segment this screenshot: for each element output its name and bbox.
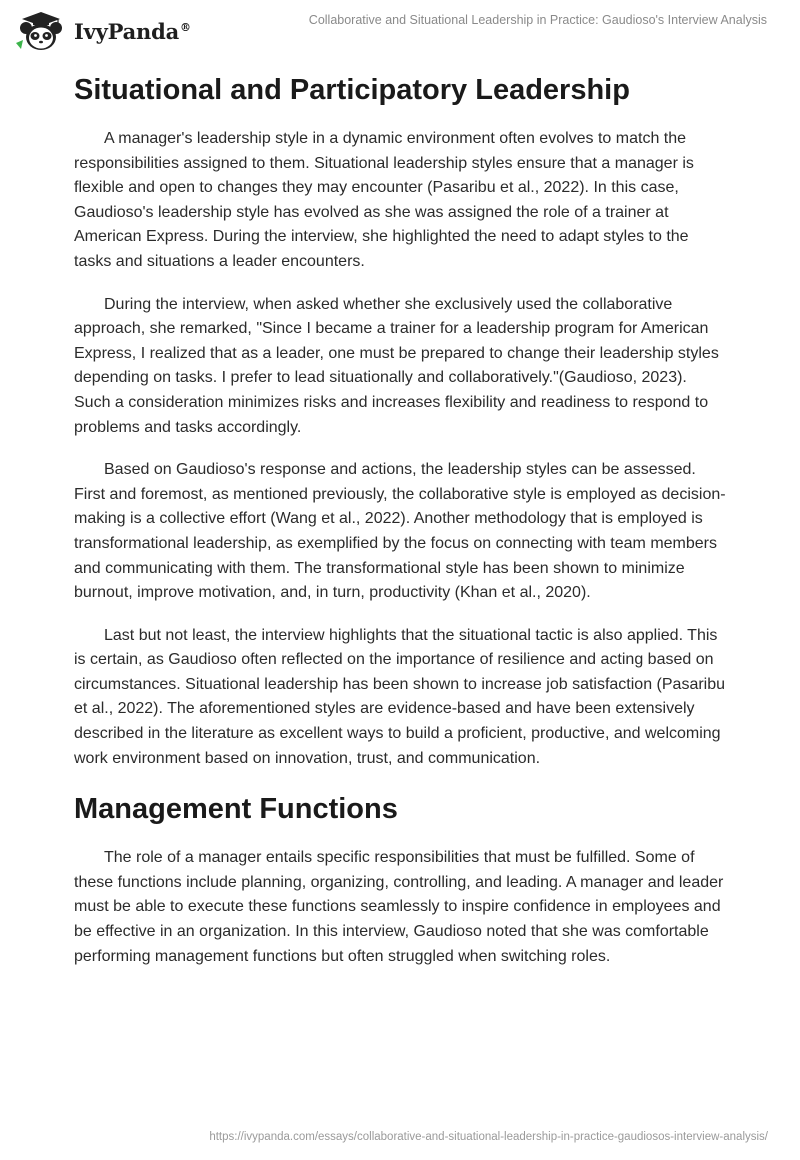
document-title: Collaborative and Situational Leadership in Practice: Gaudioso's Interview Analysis bbox=[308, 13, 767, 27]
section-heading: Management Functions bbox=[74, 793, 398, 826]
paragraph: Last but not least, the interview highlights that the situational tactic is also applied. This is certain, as Gaudioso often reflected on the importance of resilience and acting based on circumstances. Situational leadership has been shown to increase job satisfaction (Pasaribu et al., 2022). The aforementioned styles are evidence-based and have been extensively described in the literature as excellent ways to build a proficient, productive, and welcoming work environment based on innovation, trust, and communication. bbox=[74, 626, 726, 767]
article-body bbox=[74, 70, 726, 987]
page-header bbox=[0, 0, 800, 56]
panda-graduate-icon bbox=[14, 9, 70, 53]
section-heading: Situational and Participatory Leadership bbox=[74, 74, 630, 106]
source-url[interactable]: https://ivypanda.com/essays/collaborative-and-situational-leadership-in-practice-gaudiosos-interview-analysis/ bbox=[209, 1131, 768, 1143]
logo-wordmark: IvyPanda® bbox=[74, 18, 191, 44]
paragraph: During the interview, when asked whether she exclusively used the collaborative approach, she remarked, "Since I became a trainer for a leadership program for American Express, I realized that as a leader, one must be prepared to change their leadership styles depending on tasks. I prefer to lead situationally and collaboratively."(Gaudioso, 2023). Such a consideration minimizes risks and increases flexibility and readiness to respond to problems and tasks accordingly. bbox=[74, 295, 719, 436]
paragraph: Based on Gaudioso's response and actions, the leadership styles can be assessed. First and foremost, as mentioned previously, the collaborative style is employed as decision-making is a collective effort (Wang et al., 2022). Another methodology that is employed is transformational leadership, as exemplified by the focus on connecting with team members and communicating with them. The transformational style has been shown to minimize burnout, improve motivation, and, in turn, productivity (Khan et al., 2020). bbox=[74, 461, 726, 602]
paragraph: A manager's leadership style in a dynamic environment often evolves to match the responsibilities assigned to them. Situational leadership styles ensure that a manager is flexible and open to changes they may encounter (Pasaribu et al., 2022). In this case, Gaudioso's leadership style has evolved as she was assigned the role of a trainer at American Express. During the interview, she highlighted the need to adapt styles to the tasks and situations a leader encounters. bbox=[74, 130, 694, 270]
paragraph: The role of a manager entails specific responsibilities that must be fulfilled. Some of these functions include planning, organizing, controlling, and leading. A manager and leader must be able to execute these functions seamlessly to inspire confidence in employees and be effective in an organization. In this interview, Gaudioso noted that she was comfortable performing management functions but often struggled when switching roles. bbox=[74, 849, 724, 965]
ivypanda-logo[interactable] bbox=[14, 9, 191, 53]
